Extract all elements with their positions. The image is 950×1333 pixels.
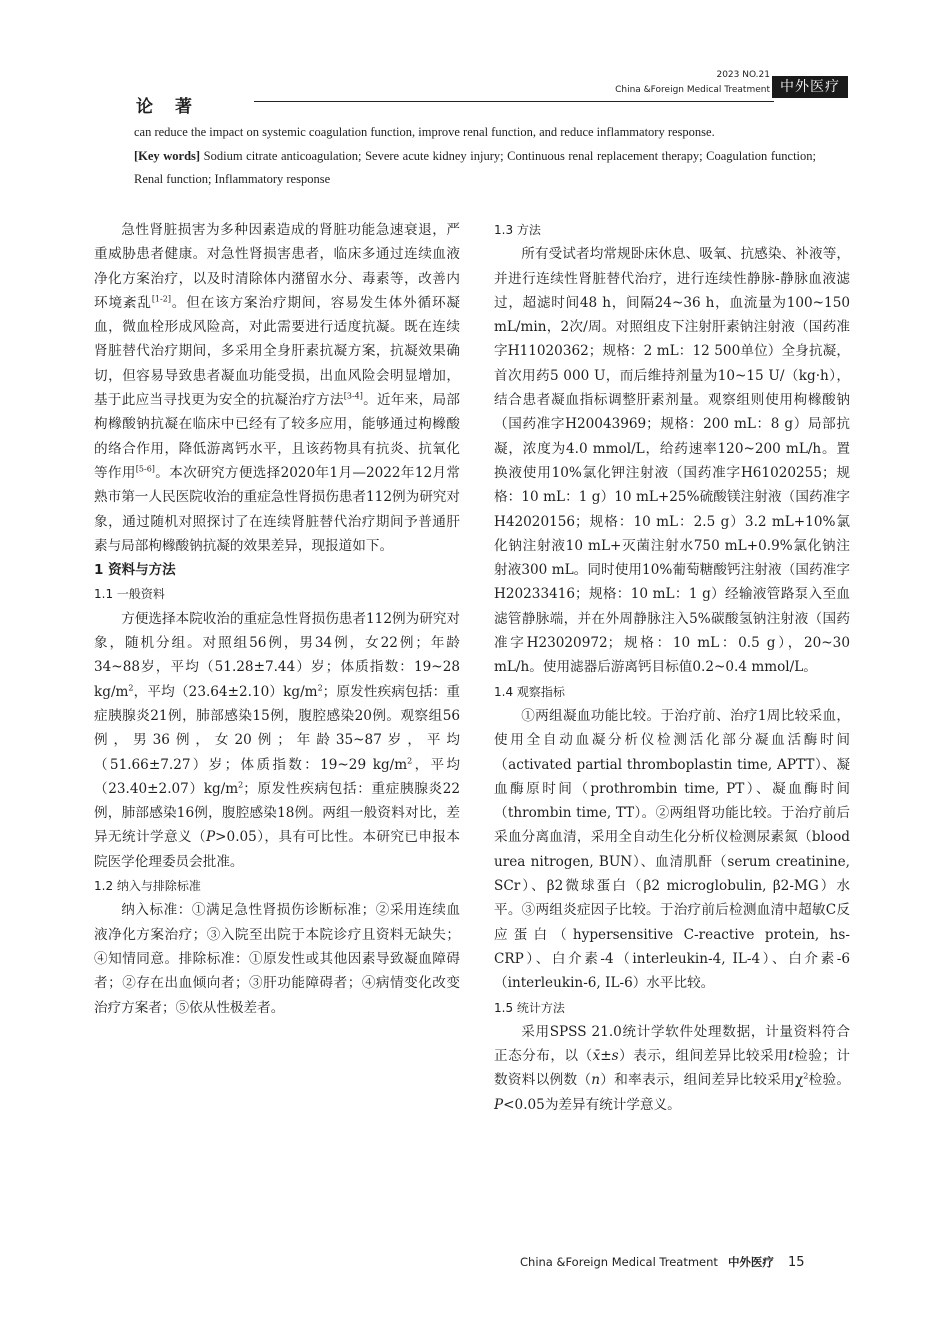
citation: [1-2] [151, 294, 171, 304]
citation: [5-6] [135, 464, 155, 474]
abstract-tail [134, 121, 816, 192]
methods-paragraph: 所有受试者均常规卧床休息、吸氧、抗感染、补液等，并进行连续性肾脏替代治疗，进行连续性静脉-静脉血液滤过，超滤时间48 h，间隔24~36 h，血流量为100~150 mL/min，2次/周。对照组皮下注射肝素钠注射液（国药准字H11020362；规格：2 mL：12 500单位）全身抗凝，首次用药5 000 U，而后维持剂量为10~15 U/（kg·h），结合患者凝血指标调整肝素剂量。观察组则使用枸橼酸钠（国药准字H20043969；规格：200 mL：8 g）局部抗凝，浓度为4.0 mmol/L，给药速率120~200 mL/h。置换液使用10%氯化钾注射液（国药准字H61020255；规格：10 mL：1 g）10 mL+25%硫酸镁注射液（国药准字H42020156；规格：10 mL：2.5 g）3.2 mL+10%氯化钠注射液10 mL+灭菌注射水750 mL+0.9%氯化钠注射液300 mL。同时使用10%葡萄糖酸钙注射液（国药准字H20233416；规格：10 mL：1 g）经输液管路泵入至血滤管静脉端，并在外周静脉注入5%碳酸氢钠注射液（国药准字H23020972；规格：10 mL：0.5 g），20~30 mL/h。使用滤器后游离钙目标值0.2~0.4 mmol/L。 [494, 246, 850, 676]
subsection-heading: 1.2 纳入与排除标准 [94, 879, 201, 894]
criteria-paragraph: 纳入标准：①满足急性肾损伤诊断标准；②采用连续血液净化方案治疗；③入院至出院于本院诊疗且资料无缺失；④知情同意。排除标准：①原发性或其他因素导致凝血障碍者；②存在出血倾向者；③肝功能障碍者；④病情变化改变治疗方案者；⑤依从性极差者。 [94, 902, 460, 1016]
subsection-heading: 1.1 一般资料 [94, 587, 165, 602]
left-column [94, 218, 460, 1020]
footer-journal-en: China &Foreign Medical Treatment [520, 1255, 718, 1269]
page-footer [520, 1254, 830, 1270]
keywords-text: Sodium citrate anticoagulation; Severe acute kidney injury; Continuous renal replacement therapy; Coagulation function; Renal function; Inflammatory response [134, 148, 816, 186]
header-rule [254, 101, 774, 102]
intro-paragraph: 急性肾脏损害为多种因素造成的肾脏功能急速衰退，严重威胁患者健康。对急性肾损害患者，临床多通过连续血液净化方案治疗，以及时清除体内潴留水分、毒素等，改善内环境紊乱[1-2]。但在该方案治疗期间，容易发生体外循环凝血，微血栓形成风险高，对此需要进行适度抗凝。既在连续肾脏替代治疗期间，多采用全身肝素抗凝方案，抗凝效果确切，但容易导致患者凝血功能受损，出血风险会明显增加，基于此应当寻找更为安全的抗凝治疗方法[3-4]。近年来，局部枸橼酸钠抗凝在临床中已经有了较多应用，能够通过枸橼酸的络合作用，降低游离钙水平，且该药物具有抗炎、抗氧化等作用[5-6]。本次研究方便选择2020年1月—2022年12月常熟市第一人民医院收治的重症急性肾损伤患者112例为研究对象，通过随机对照探讨了在连续肾脏替代治疗期间予普通肝素与局部枸橼酸钠抗凝的效果差异，现报道如下。 [94, 222, 461, 554]
right-column [494, 218, 850, 1117]
section-label: 论著 [136, 97, 214, 117]
footer-journal-cn: 中外医疗 [727, 1255, 774, 1269]
journal-meta [610, 68, 770, 98]
page-number: 15 [787, 1255, 805, 1270]
indicators-paragraph: ①两组凝血功能比较。于治疗前、治疗1周比较采血，使用全自动血凝分析仪检测活化部分凝血活酶时间（activated partial thromboplastin time, APTT）、凝血酶原时间（prothrombin time, PT）、凝血酶时间（thrombin time, TT）。②两组肾功能比较。于治疗前后采血分离血清，采用全自动生化分析仪检测尿素氮（blood urea nitrogen, BUN）、血清肌酐（serum creatinine, SCr）、β2微球蛋白（β2 microglobulin, β2-MG）水平。③两组炎症因子比较。于治疗前后检测血清中超敏C反应蛋白（hypersensitive C-reactive protein, hs-CRP）、白介素-4（interleukin-4, IL-4）、白介素-6（interleukin-6, IL-6）水平比较。 [494, 707, 850, 992]
journal-logo: 中外医疗 [772, 76, 848, 98]
journal-name-en: China &Foreign Medical Treatment [615, 85, 770, 95]
subsection-heading: 1.5 统计方法 [494, 1000, 565, 1015]
statistics-paragraph: 采用SPSS 21.0统计学软件处理数据，计量资料符合正态分布，以（x̄±s）表示，组间差异比较采用t检验；计数资料以例数（n）和率表示，组间差异比较采用$\chi^2$检验。P<0.05为差异有统计学意义。 [494, 1023, 851, 1113]
keywords [134, 145, 816, 192]
general-data-paragraph: 方便选择本院收治的重症急性肾损伤患者112例为研究对象，随机分组。对照组56例，男34例，女22例；年龄34~88岁，平均（51.28±7.44）岁；体质指数：19~28 $kg/m^2$，平均$(23.64\pm 2.10)kg/m^2$；原发性疾病包括：重症胰腺炎21例，肺部感染15例，腹腔感染20例。观察组56例，男36例，女20例；年龄35~87岁，平均（51.66±7.27）岁；体质指数：19~29 $kg/m^2$，平均$(23.40\pm 2.07)kg/m^2$；原发性疾病包括：重症胰腺炎22例，肺部感染16例，腹腔感染18例。两组一般资料对比，差异无统计学意义（P>0.05），具有可比性。本研究已申报本院医学伦理委员会批准。 [94, 610, 461, 870]
issue-number: 2023 NO.21 [716, 70, 770, 80]
subsection-heading: 1.3 方法 [494, 223, 541, 237]
abstract-text: can reduce the impact on systemic coagulation function, improve renal function, and reduce inflammatory response. [134, 125, 715, 139]
keywords-label: [Key words] [134, 148, 201, 163]
section-heading: 1 资料与方法 [94, 562, 176, 579]
subsection-heading: 1.4 观察指标 [494, 684, 565, 699]
citation: [3-4] [343, 391, 363, 401]
